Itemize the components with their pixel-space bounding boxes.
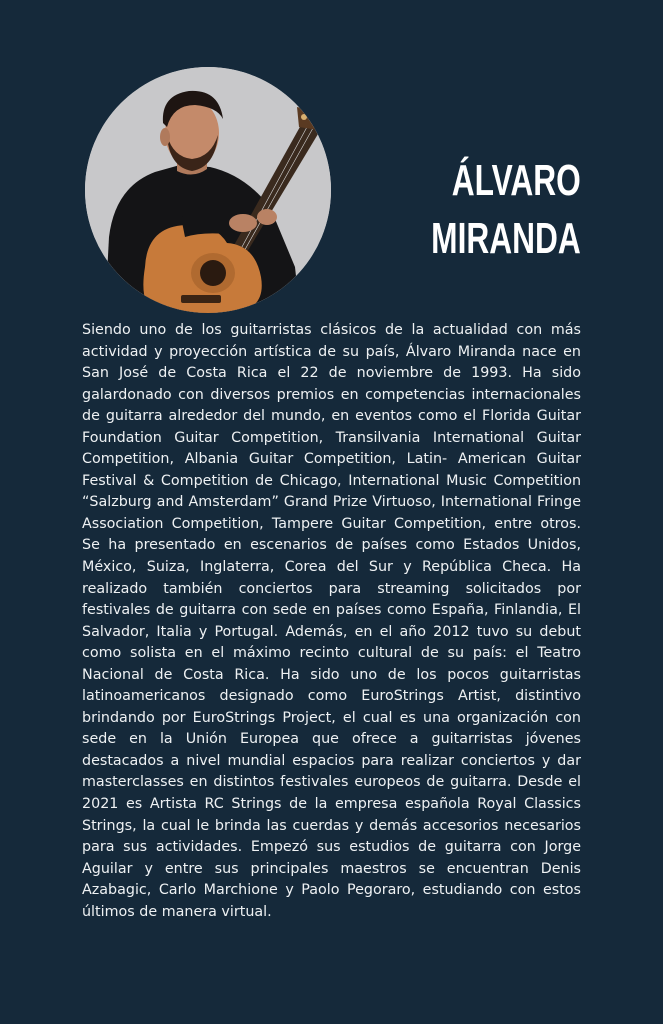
artist-first-name: ÁLVARO: [451, 156, 581, 205]
artist-portrait: [85, 67, 331, 313]
artist-name: [431, 152, 581, 268]
artist-biography: Siendo uno de los guitarristas clásicos de la actualidad con más actividad y proyección artística de su país, Álvaro Miranda nace en San José de Costa Rica el 22 de noviembre de 1993. Ha sido galardonado con diversos premios en competencias internacionales de guitarra alrededor del mundo, en eventos como el Florida Guitar Foundation Guitar Competition, Transilvania International Guitar Competition, Albania Guitar Competition, Latin- American Guitar Festival & Competition de Chicago, International Music Competition “Salzburg and Amsterdam” Grand Prize Virtuoso, International Fringe Association Competition, Tampere Guitar Competition, entre otros. Se ha presentado en escenarios de países como Estados Unidos, México, Suiza, Inglaterra, Corea del Sur y República Checa. Ha realizado también conciertos para streaming solicitados por festivales de guitarra con sede en países como España, Finlandia, El Salvador, Italia y Portugal. Además, en el año 2012 tuvo su debut como solista en el máximo recinto cultural de su país: el Teatro Nacional de Costa Rica. Ha sido uno de los pocos guitarristas latinoamericanos designado como EuroStrings Artist, distintivo brindando por EuroStrings Project, el cual es una organización con sede en la Unión Europea que ofrece a guitarristas jóvenes destacados a nivel mundial espacios para realizar conciertos y dar masterclasses en distintos festivales europeos de guitarra. Desde el 2021 es Artista RC Strings de la empresa española Royal Classics Strings, la cual le brinda las cuerdas y demás accesorios necesarios para sus actividades. Empezó sus estudios de guitarra con Jorge Aguilar y entre sus principales maestros se encuentran Denis Azabagic, Carlo Marchione y Paolo Pegoraro, estudiando con estos últimos de manera virtual.: [82, 322, 581, 920]
artist-last-name: MIRANDA: [431, 214, 581, 263]
guitarist-portrait-photo: [85, 67, 331, 313]
